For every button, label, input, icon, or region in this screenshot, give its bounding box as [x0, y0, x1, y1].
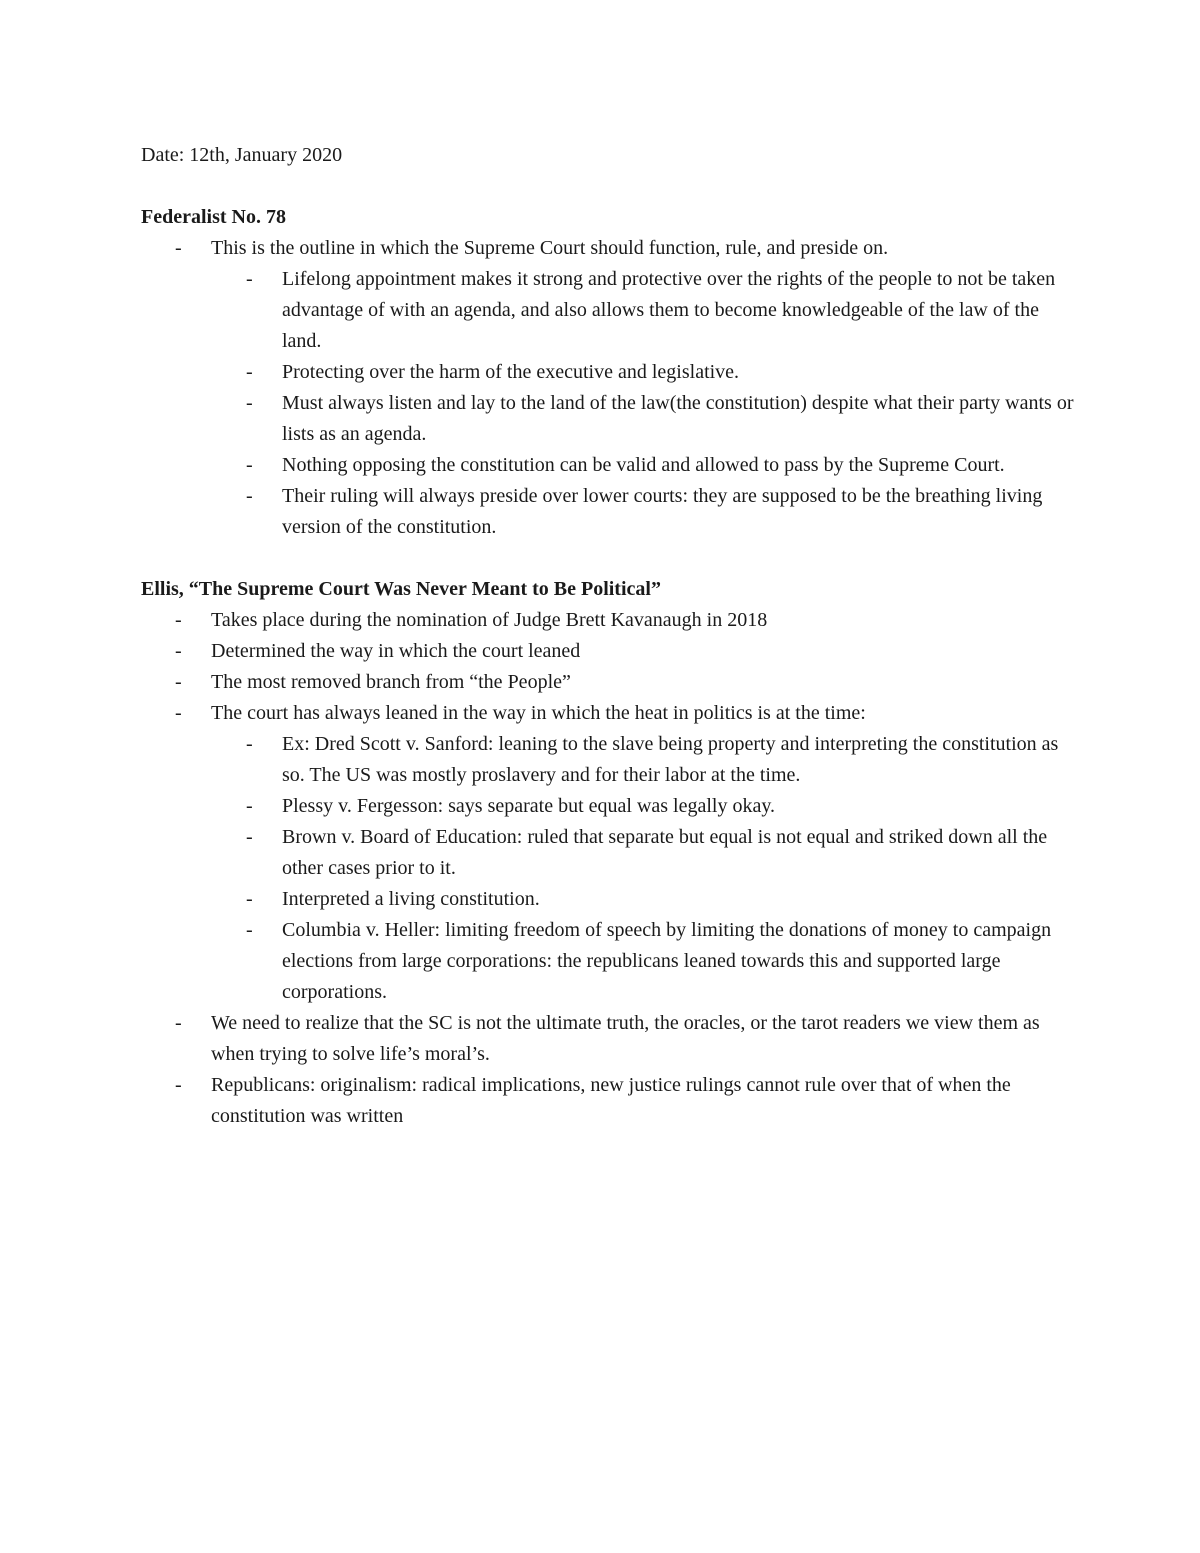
- sub-bullet-text: Plessy v. Fergesson: says separate but equal was legally okay.: [282, 795, 776, 817]
- bullet-dash: -: [246, 485, 253, 507]
- ellis-bullet-list: [141, 605, 1081, 1132]
- bullet-dash: -: [246, 268, 253, 290]
- bullet-dash: -: [246, 361, 253, 383]
- sub-list-item: [211, 822, 1081, 884]
- list-item: [141, 1070, 1081, 1132]
- sub-list-item: [211, 388, 1081, 450]
- sub-bullet-text: Interpreted a living constitution.: [282, 888, 540, 910]
- sub-bullet-list: [211, 729, 1081, 1008]
- bullet-text: Takes place during the nomination of Judge Brett Kavanaugh in 2018: [211, 609, 768, 631]
- sub-bullet-text: Protecting over the harm of the executive and legislative.: [282, 361, 740, 383]
- bullet-text: The most removed branch from “the People”: [211, 671, 571, 693]
- bullet-text: We need to realize that the SC is not the ultimate truth, the oracles, or the tarot readers we view them as when trying to solve life’s moral’s.: [211, 1012, 1040, 1065]
- sub-bullet-text: Brown v. Board of Education: ruled that separate but equal is not equal and striked down all the other cases prior to it.: [282, 826, 1048, 879]
- bullet-text: This is the outline in which the Supreme Court should function, rule, and preside on.: [211, 237, 889, 259]
- list-item: [141, 1008, 1081, 1070]
- bullet-dash: -: [246, 733, 253, 755]
- bullet-dash: -: [246, 826, 253, 848]
- sub-list-item: [211, 481, 1081, 543]
- sub-bullet-text: Columbia v. Heller: limiting freedom of speech by limiting the donations of money to campaign elections from large corporations: the republicans leaned towards this and supported large corporations.: [282, 919, 1052, 1003]
- section-heading-federalist: Federalist No. 78: [141, 206, 286, 228]
- bullet-dash: -: [175, 702, 182, 724]
- sub-bullet-text: Must always listen and lay to the land of the law(the constitution) despite what their party wants or lists as an agenda.: [282, 392, 1074, 445]
- document-body: [141, 140, 1081, 1132]
- list-item: [141, 605, 1081, 636]
- federalist-bullet-list: [141, 233, 1081, 543]
- sub-bullet-list: [211, 264, 1081, 543]
- blank-line: [141, 543, 1081, 574]
- bullet-dash: -: [175, 237, 182, 259]
- sub-bullet-text: Their ruling will always preside over lower courts: they are supposed to be the breathing living version of the constitution.: [282, 485, 1043, 538]
- list-item: [141, 233, 1081, 543]
- list-item: [141, 636, 1081, 667]
- bullet-dash: -: [175, 1012, 182, 1034]
- sub-list-item: [211, 791, 1081, 822]
- sub-list-item: [211, 357, 1081, 388]
- bullet-dash: -: [175, 671, 182, 693]
- bullet-text: Republicans: originalism: radical implications, new justice rulings cannot rule over that of when the constitution was written: [211, 1074, 1011, 1127]
- sub-bullet-text: Ex: Dred Scott v. Sanford: leaning to the slave being property and interpreting the constitution as so. The US was mostly proslavery and for their labor at the time.: [282, 733, 1059, 786]
- blank-line: [141, 171, 1081, 202]
- sub-list-item: [211, 450, 1081, 481]
- bullet-dash: -: [246, 795, 253, 817]
- bullet-dash: -: [175, 609, 182, 631]
- sub-list-item: [211, 264, 1081, 357]
- bullet-dash: -: [246, 919, 253, 941]
- bullet-dash: -: [246, 454, 253, 476]
- bullet-dash: -: [175, 640, 182, 662]
- sub-bullet-text: Nothing opposing the constitution can be valid and allowed to pass by the Supreme Court.: [282, 454, 1005, 476]
- sub-list-item: [211, 915, 1081, 1008]
- bullet-text: Determined the way in which the court leaned: [211, 640, 581, 662]
- date-line: Date: 12th, January 2020: [141, 144, 343, 166]
- bullet-dash: -: [246, 392, 253, 414]
- sub-list-item: [211, 729, 1081, 791]
- bullet-dash: -: [246, 888, 253, 910]
- sub-list-item: [211, 884, 1081, 915]
- list-item: [141, 698, 1081, 1008]
- section-heading-ellis: Ellis, “The Supreme Court Was Never Meant to Be Political”: [141, 578, 661, 600]
- bullet-text: The court has always leaned in the way in which the heat in politics is at the time:: [211, 702, 866, 724]
- bullet-dash: -: [175, 1074, 182, 1096]
- list-item: [141, 667, 1081, 698]
- sub-bullet-text: Lifelong appointment makes it strong and protective over the rights of the people to not be taken advantage of with an agenda, and also allows them to become knowledgeable of the law of the land.: [282, 268, 1056, 352]
